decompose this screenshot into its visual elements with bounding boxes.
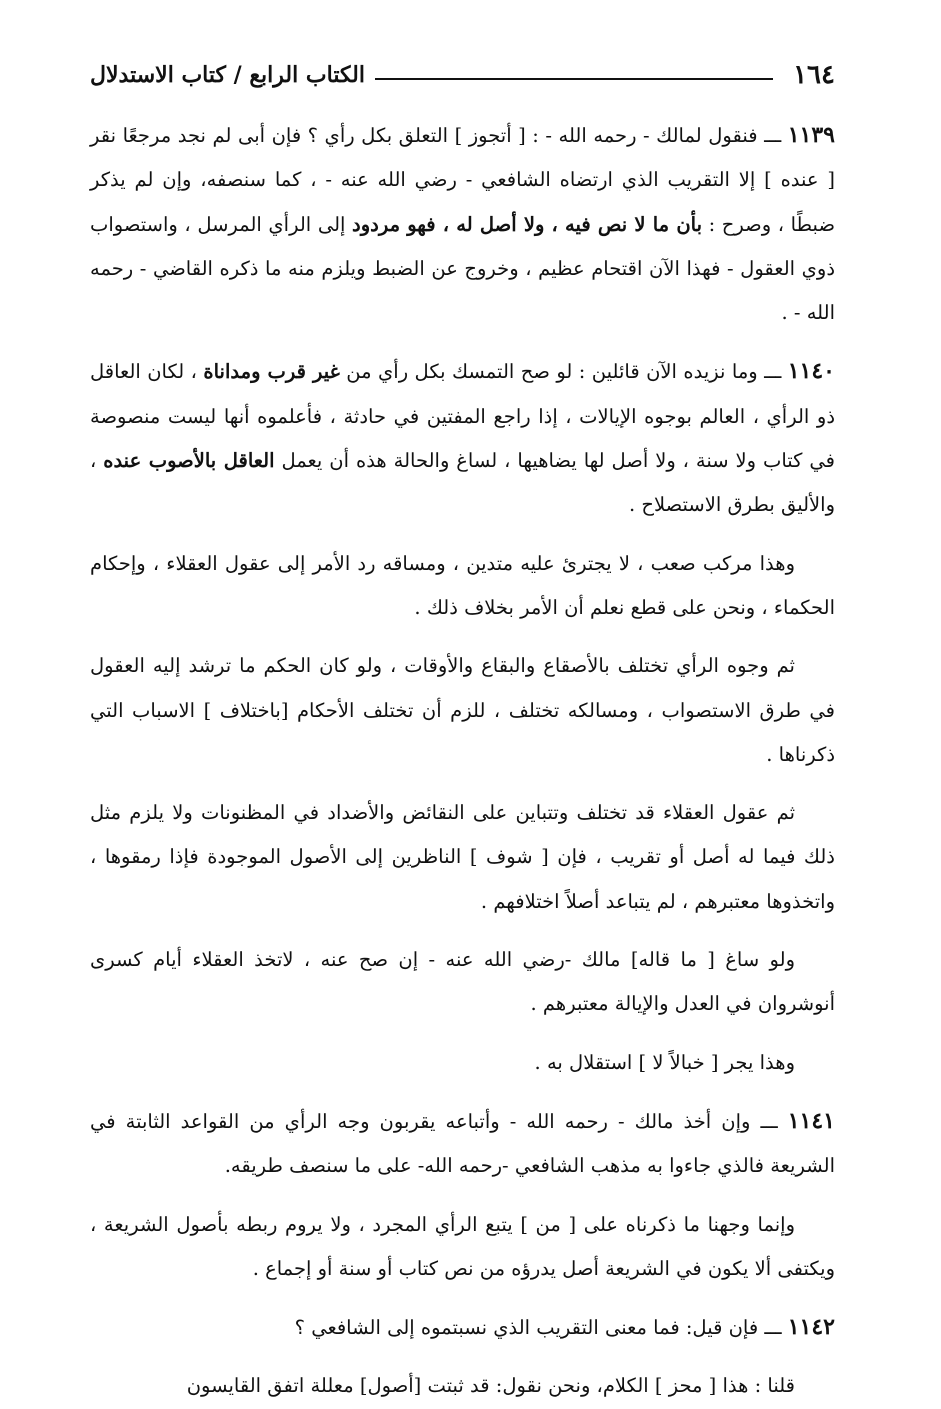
text-run: وهذا يجر [ خبالاً لا ] استقلال به .: [534, 1050, 795, 1074]
paragraph: [90, 1364, 835, 1408]
text-run: ـــ فنقول لمالك - رحمه الله - : [ أتجوز ] التعلق بكل رأي ؟ فإن أبى لم نجد مرجعًا نقر [ عنده ] إلا التقريب الذي ارتضاه الشافعي - رضي الله عنه - ، كما سنصفه، وإن لم يذكر ضبطًا ، وصرح :: [90, 124, 835, 236]
text-run: ، والأليق بطرق الاستصلاح .: [90, 449, 835, 517]
paragraph: [90, 644, 835, 777]
paragraph: [90, 1305, 835, 1350]
paragraph: [90, 1041, 835, 1085]
paragraph: [90, 938, 835, 1027]
bold-text: بأن ما لا نص فيه ، ولا أصل له ، فهو مردود: [352, 212, 703, 236]
paragraph-number: ١١٤١: [787, 1107, 835, 1134]
paragraph-number: ١١٤٠: [787, 358, 835, 385]
paragraph-number: ١١٤٢: [787, 1314, 835, 1341]
text-run: وهذا مركب صعب ، لا يجترئ عليه متدين ، ومساقه رد الأمر إلى عقول العقلاء ، وإحكام الحكماء ، ونحن على قطع نعلم أن الأمر بخلاف ذلك .: [90, 551, 835, 619]
text-run: ـــ وما نزيده الآن قائلين : لو صح التمسك بكل رأي من: [339, 360, 788, 384]
bold-text: العاقل بالأصوب عنده: [103, 449, 275, 473]
paragraph-number: ١١٣٩: [787, 122, 835, 148]
text-run: ـــ وإن أخذ مالك - رحمه الله - وأتباعه يقربون وجه الرأي من القواعد الثابتة في الشريعة فالذي جاءوا به مذهب الشافعي -رحمه الله- على ما سنصف طريقه.: [90, 1109, 835, 1178]
text-run: قلنا : هذا [ محز ] الكلام، ونحن نقول: قد ثبتت [أصول] معللة اتفق القايسون: [186, 1374, 795, 1398]
text-run: ـــ فإن قيل: فما معنى التقريب الذي نسبتموه إلى الشافعي ؟: [294, 1316, 788, 1340]
paragraph: [90, 1099, 835, 1189]
text-run: ثم وجوه الرأي تختلف بالأصقاع والبقاع والأوقات ، ولو كان الحكم ما ترشد إليه العقول في طرق الاستصواب ، ومسالكه تختلف ، للزم أن تختلف الأحكام [باختلاف ] الاسباب التي ذكرناها .: [90, 654, 835, 766]
body-text: [90, 113, 835, 1409]
paragraph: [90, 791, 835, 924]
text-run: ولو ساغ [ ما قاله] مالك -رضي الله عنه - إن صح عنه ، لاتخذ العقلاء أيام كسرى أنوشروان في العدل والإيالة معتبرهم .: [90, 948, 835, 1016]
page: [90, 55, 835, 1398]
header-rule: [375, 78, 773, 80]
text-run: وإنما وجهنا ما ذكرناه على [ من ] يتبع الرأي المجرد ، ولا يروم ربطه بأصول الشريعة ، ويكتفى ألا يكون في الشريعة أصل يدرؤه من نص كتاب أو سنة أو إجماع .: [90, 1212, 835, 1280]
page-number: ١٦٤: [793, 60, 835, 90]
text-run: إلى الرأي المرسل ، واستصواب ذوي العقول - فهذا الآن اقتحام عظيم ، وخروج عن الضبط ويلزم منه ما ذكره القاضي - رحمه الله - .: [90, 212, 835, 325]
paragraph: [90, 1203, 835, 1292]
paragraph: [90, 349, 835, 527]
bold-text: غير قرب ومداناة: [203, 360, 340, 384]
text-run: ثم عقول العقلاء قد تختلف وتتباين على النقائض والأضداد في المظنونات ولا يلزم مثل ذلك فيما له أصل أو تقريب ، فإن [ شوف ] الناظرين إلى الأصول الموجودة فإذا رمقوها ، واتخذوها معتبرهم ، لم يتباعد أصلاً اختلافهم .: [90, 801, 835, 913]
text-run: ، لكان العاقل ذو الرأي ، العالم بوجوه الإيالات ، إذا راجع المفتين في حادثة ، فأعلموه أنها ليست منصوصة في كتاب ولا سنة ، ولا أصل لها يضاهيها ، لساغ والحالة هذه أن يعمل: [90, 360, 835, 473]
page-header: [90, 55, 835, 95]
running-title: الكتاب الرابع / كتاب الاستدلال: [90, 62, 365, 88]
paragraph: [90, 113, 835, 335]
paragraph: [90, 542, 835, 631]
